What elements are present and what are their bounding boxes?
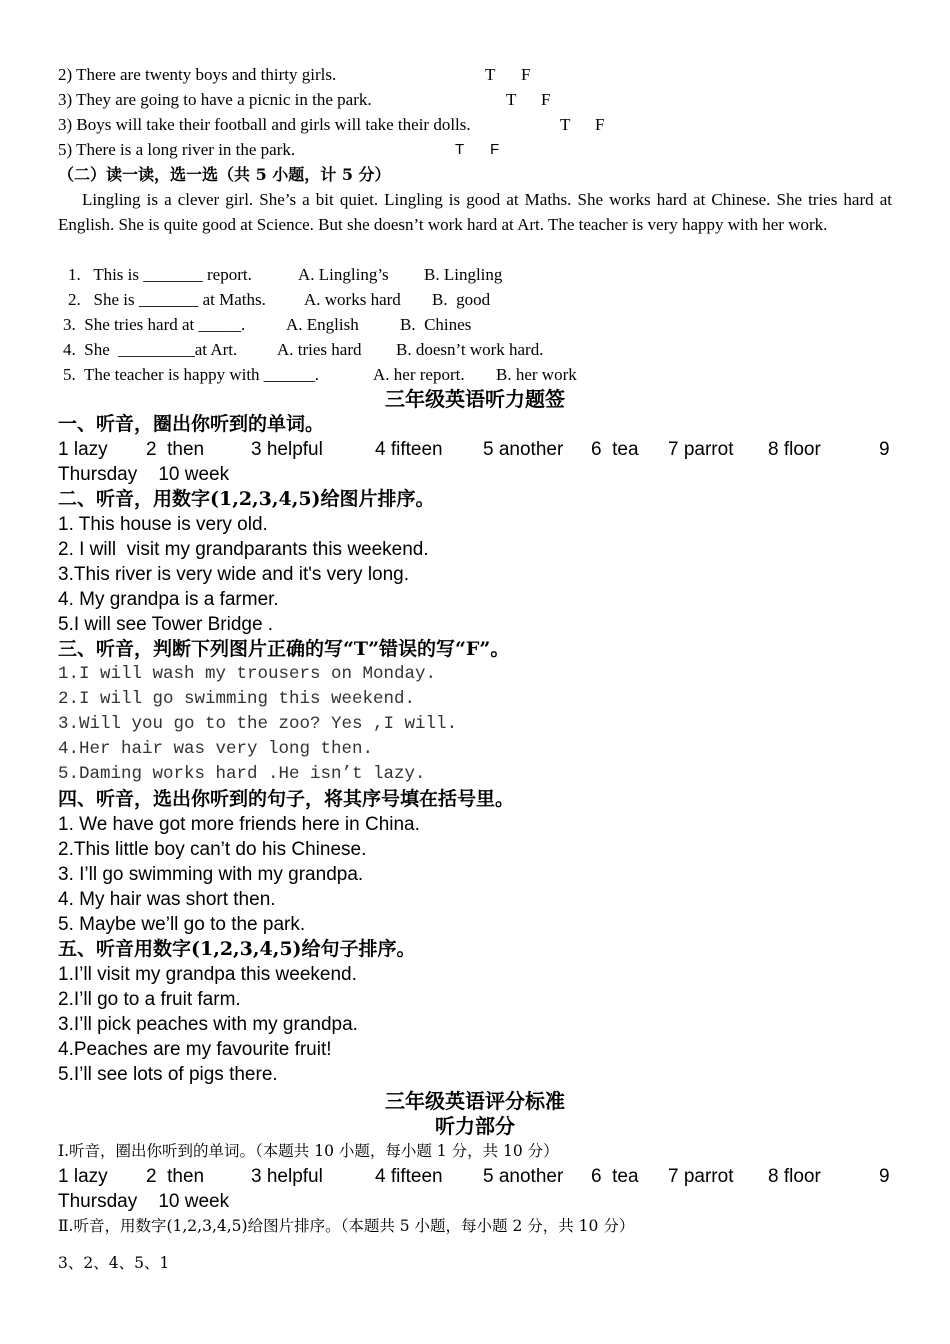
script-line: 2.I will go swimming this weekend. xyxy=(58,689,416,709)
word-list-continued: Thursday 10 week xyxy=(58,464,230,485)
script-line: 1.I’ll visit my grandpa this weekend. xyxy=(58,964,357,985)
option-b: B. Lingling xyxy=(424,265,503,284)
script-line: 4.Her hair was very long then. xyxy=(58,739,374,759)
script-line: 5.Daming works hard .He isn’t lazy. xyxy=(58,764,426,784)
question-text: 4. She _________at Art. xyxy=(63,340,238,359)
word-item: 2 then xyxy=(146,1166,205,1187)
script-line: 2.This little boy can’t do his Chinese. xyxy=(58,839,367,860)
script-line: 5.I’ll see lots of pigs there. xyxy=(58,1064,278,1085)
word-item: 2 then xyxy=(146,439,205,460)
tf-item-text: 5) There is a long river in the park. xyxy=(58,140,296,159)
word-item: 1 lazy xyxy=(58,439,108,460)
script-line: 3. I’ll go swimming with my grandpa. xyxy=(58,864,364,885)
answer-word-list xyxy=(58,1164,892,1189)
word-item: 7 parrot xyxy=(668,439,734,460)
option-b: B. her work xyxy=(496,365,577,384)
word-item: 6 tea xyxy=(591,1166,639,1187)
question-text: 2. She is _______ at Maths. xyxy=(68,290,266,309)
question-text: 5. The teacher is happy with ______. xyxy=(63,365,320,384)
scoring-part-1: Ⅰ.听音，圈出你听到的单词。（本题共 10 小题，每小题 1 分，共 10 分） xyxy=(58,1142,559,1160)
tf-item xyxy=(58,137,892,162)
option-a: A. works hard xyxy=(304,290,401,309)
script-line: 3.Will you go to the zoo? Yes ,I will. xyxy=(58,714,458,734)
word-item: 9 xyxy=(879,439,890,460)
question-text: 3. She tries hard at _____. xyxy=(63,315,246,334)
section-heading: 五、听音用数字(1,2,3,4,5)给句子排序。 xyxy=(58,938,416,960)
answer-word-list-continued: Thursday 10 week xyxy=(58,1191,230,1212)
word-item: 3 helpful xyxy=(251,1166,323,1187)
option-b: B. good xyxy=(432,290,491,309)
section-heading: 四、听音，选出你听到的句子，将其序号填在括号里。 xyxy=(58,788,515,810)
section-heading: 一、听音，圈出你听到的单词。 xyxy=(58,413,325,435)
option-a: A. her report. xyxy=(373,365,465,384)
option-a: A. Lingling’s xyxy=(298,265,389,284)
scoring-subtitle: 听力部分 xyxy=(435,1114,515,1138)
script-line: 2.I’ll go to a fruit farm. xyxy=(58,989,241,1010)
word-item: 3 helpful xyxy=(251,439,323,460)
listening-script-title: 三年级英语听力题签 xyxy=(385,387,565,411)
word-item: 5 another xyxy=(483,1166,564,1187)
document-page xyxy=(58,62,892,1279)
word-list xyxy=(58,437,892,462)
option-a: A. English xyxy=(286,315,359,334)
script-line: 5.I will see Tower Bridge . xyxy=(58,614,274,635)
tf-item xyxy=(58,62,892,87)
tf-false-mark: F xyxy=(595,115,605,134)
scoring-part-2: Ⅱ.听音，用数字(1,2,3,4,5)给图片排序。（本题共 5 小题，每小题 2 分，共 10 分） xyxy=(58,1217,635,1235)
reading-question xyxy=(58,337,892,362)
word-item: 7 parrot xyxy=(668,1166,734,1187)
reading-passage: Lingling is a clever girl. She’s a bit quiet. Lingling is good at Maths. She works hard at Chinese. She tries hard at English. She is quite good at Science. But she doesn’t work hard at Art. The teacher is very happy with her work. xyxy=(58,190,892,234)
tf-false-mark: F xyxy=(541,90,551,109)
tf-false-mark: F xyxy=(490,141,500,158)
word-item: 8 floor xyxy=(768,439,821,460)
word-item: 8 floor xyxy=(768,1166,821,1187)
word-item: 1 lazy xyxy=(58,1166,108,1187)
script-line: 4. My hair was short then. xyxy=(58,889,276,910)
tf-true-mark: T xyxy=(560,115,571,134)
script-line: 5. Maybe we’ll go to the park. xyxy=(58,914,306,935)
script-line: 2. I will visit my grandparants this weekend. xyxy=(58,539,429,560)
script-line: 3.I’ll pick peaches with my grandpa. xyxy=(58,1014,358,1035)
word-item: 9 xyxy=(879,1166,890,1187)
word-item: 4 fifteen xyxy=(375,439,443,460)
option-b: B. Chines xyxy=(400,315,472,334)
tf-item-text: 2) There are twenty boys and thirty girls. xyxy=(58,65,337,84)
word-item: 5 another xyxy=(483,439,564,460)
script-line: 1. We have got more friends here in China. xyxy=(58,814,420,835)
tf-item xyxy=(58,112,892,137)
tf-true-mark: T xyxy=(506,90,517,109)
tf-item-text: 3) They are going to have a picnic in the park. xyxy=(58,90,372,109)
script-line: 4. My grandpa is a farmer. xyxy=(58,589,279,610)
script-line: 1. This house is very old. xyxy=(58,514,268,535)
word-item: 4 fifteen xyxy=(375,1166,443,1187)
section-heading: 二、听音，用数字(1,2,3,4,5)给图片排序。 xyxy=(58,488,435,510)
option-b: B. doesn’t work hard. xyxy=(396,340,544,359)
option-a: A. tries hard xyxy=(277,340,362,359)
reading-question xyxy=(58,287,892,312)
question-text: 1. This is _______ report. xyxy=(68,265,252,284)
script-line: 3.This river is very wide and it's very long. xyxy=(58,564,410,585)
reading-question xyxy=(58,362,892,387)
script-line: 4.Peaches are my favourite fruit! xyxy=(58,1039,332,1060)
word-item: 6 tea xyxy=(591,439,639,460)
tf-item-text: 3) Boys will take their football and girls will take their dolls. xyxy=(58,115,471,134)
script-line: 1.I will wash my trousers on Monday. xyxy=(58,664,437,684)
reading-question xyxy=(58,262,892,287)
section-heading: 三、听音，判断下列图片正确的写“T”错误的写“F”。 xyxy=(58,638,510,660)
scoring-part-2-answer: 3、2、4、5、1 xyxy=(58,1254,170,1272)
tf-item xyxy=(58,87,892,112)
tf-true-mark: T xyxy=(455,141,465,158)
scoring-title: 三年级英语评分标准 xyxy=(385,1089,565,1113)
reading-heading: （二）读一读，选一选（共 5 小题，计 5 分） xyxy=(58,165,391,184)
tf-false-mark: F xyxy=(521,65,531,84)
tf-true-mark: T xyxy=(485,65,496,84)
reading-question xyxy=(58,312,892,337)
